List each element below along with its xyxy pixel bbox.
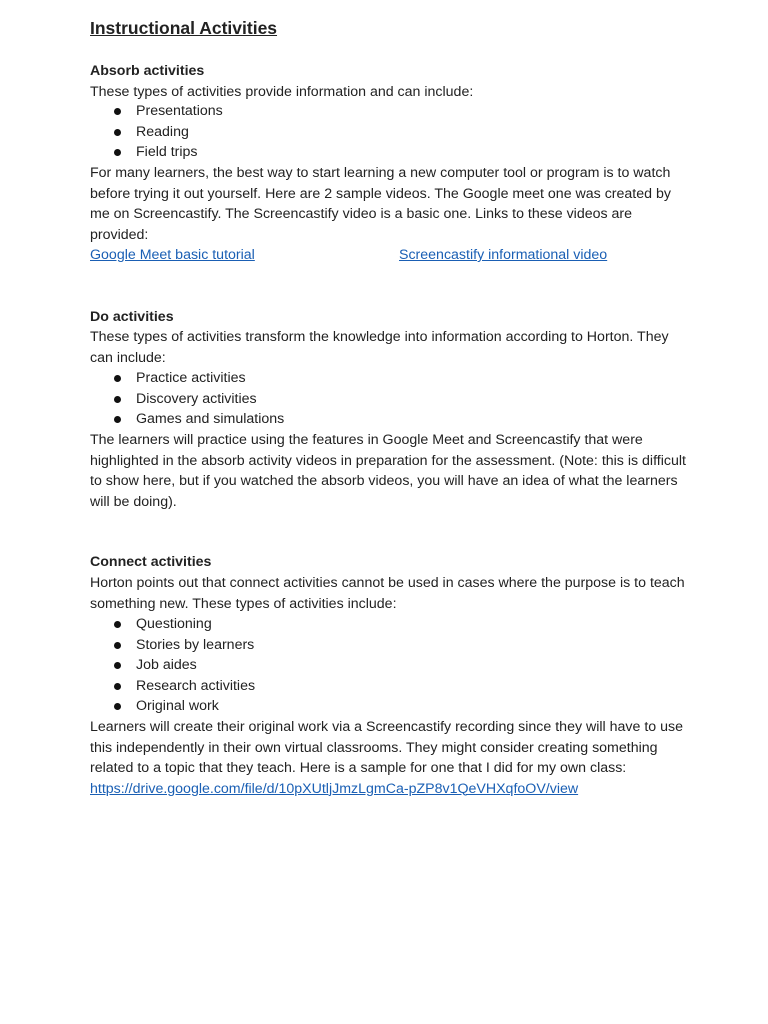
absorb-intro: These types of activities provide information and can include: bbox=[90, 84, 474, 100]
list-item: Discovery activities bbox=[111, 389, 284, 410]
list-item: Field trips bbox=[111, 142, 223, 163]
list-item: Original work bbox=[111, 696, 255, 717]
list-item: Research activities bbox=[111, 676, 255, 697]
bullet-icon bbox=[114, 375, 121, 382]
bullet-icon bbox=[114, 396, 121, 403]
do-heading: Do activities bbox=[90, 309, 174, 325]
bullet-icon bbox=[114, 642, 121, 649]
absorb-heading: Absorb activities bbox=[90, 63, 205, 79]
list-item: Games and simulations bbox=[111, 409, 284, 430]
connect-intro: Horton points out that connect activities cannot be used in cases where the purpose is to teach something new. These types of activities include: bbox=[90, 575, 685, 612]
page-title: Instructional Activities bbox=[90, 18, 278, 38]
bullet-icon bbox=[114, 621, 121, 628]
list-item: Job aides bbox=[111, 655, 255, 676]
screencastify-video-link[interactable]: Screencastify informational video bbox=[399, 247, 608, 263]
connect-body-text: Learners will create their original work via a Screencastify recording since they will have to use this independently in their own virtual classrooms. They might consider creating something related to a topic that they teach. Here is a sample for one that I did for my own class: bbox=[90, 719, 683, 776]
bullet-icon bbox=[114, 683, 121, 690]
list-item: Practice activities bbox=[111, 368, 284, 389]
bullet-icon bbox=[114, 108, 121, 115]
drive-sample-link[interactable]: https://drive.google.com/file/d/10pXUtljJmzLgmCa-pZP8v1QeVHXqfoOV/view bbox=[90, 780, 579, 797]
bullet-icon bbox=[114, 703, 121, 710]
do-body: The learners will practice using the features in Google Meet and Screencastify that were highlighted in the absorb activity videos in preparation for the assessment. (Note: this is difficult to show here, but if you watched the absorb videos, you will have an idea of what the learners will be doing). bbox=[90, 432, 686, 510]
connect-list bbox=[111, 614, 255, 717]
bullet-icon bbox=[114, 129, 121, 136]
bullet-icon bbox=[114, 149, 121, 156]
do-intro: These types of activities transform the knowledge into information according to Horton. They can include: bbox=[90, 329, 669, 366]
connect-body bbox=[90, 717, 690, 799]
absorb-body: For many learners, the best way to start learning a new computer tool or program is to watch before trying it out yourself. Here are 2 sample videos. The Google meet one was created by me on Screencastify. The Screencastify video is a basic one. Links to these videos are provided: bbox=[90, 165, 671, 243]
list-item: Reading bbox=[111, 122, 223, 143]
google-meet-tutorial-link[interactable]: Google Meet basic tutorial bbox=[90, 247, 255, 263]
list-item: Questioning bbox=[111, 614, 255, 635]
absorb-list bbox=[111, 101, 223, 163]
list-item: Presentations bbox=[111, 101, 223, 122]
bullet-icon bbox=[114, 662, 121, 669]
do-list bbox=[111, 368, 284, 430]
connect-heading: Connect activities bbox=[90, 554, 212, 570]
list-item: Stories by learners bbox=[111, 635, 255, 656]
bullet-icon bbox=[114, 416, 121, 423]
